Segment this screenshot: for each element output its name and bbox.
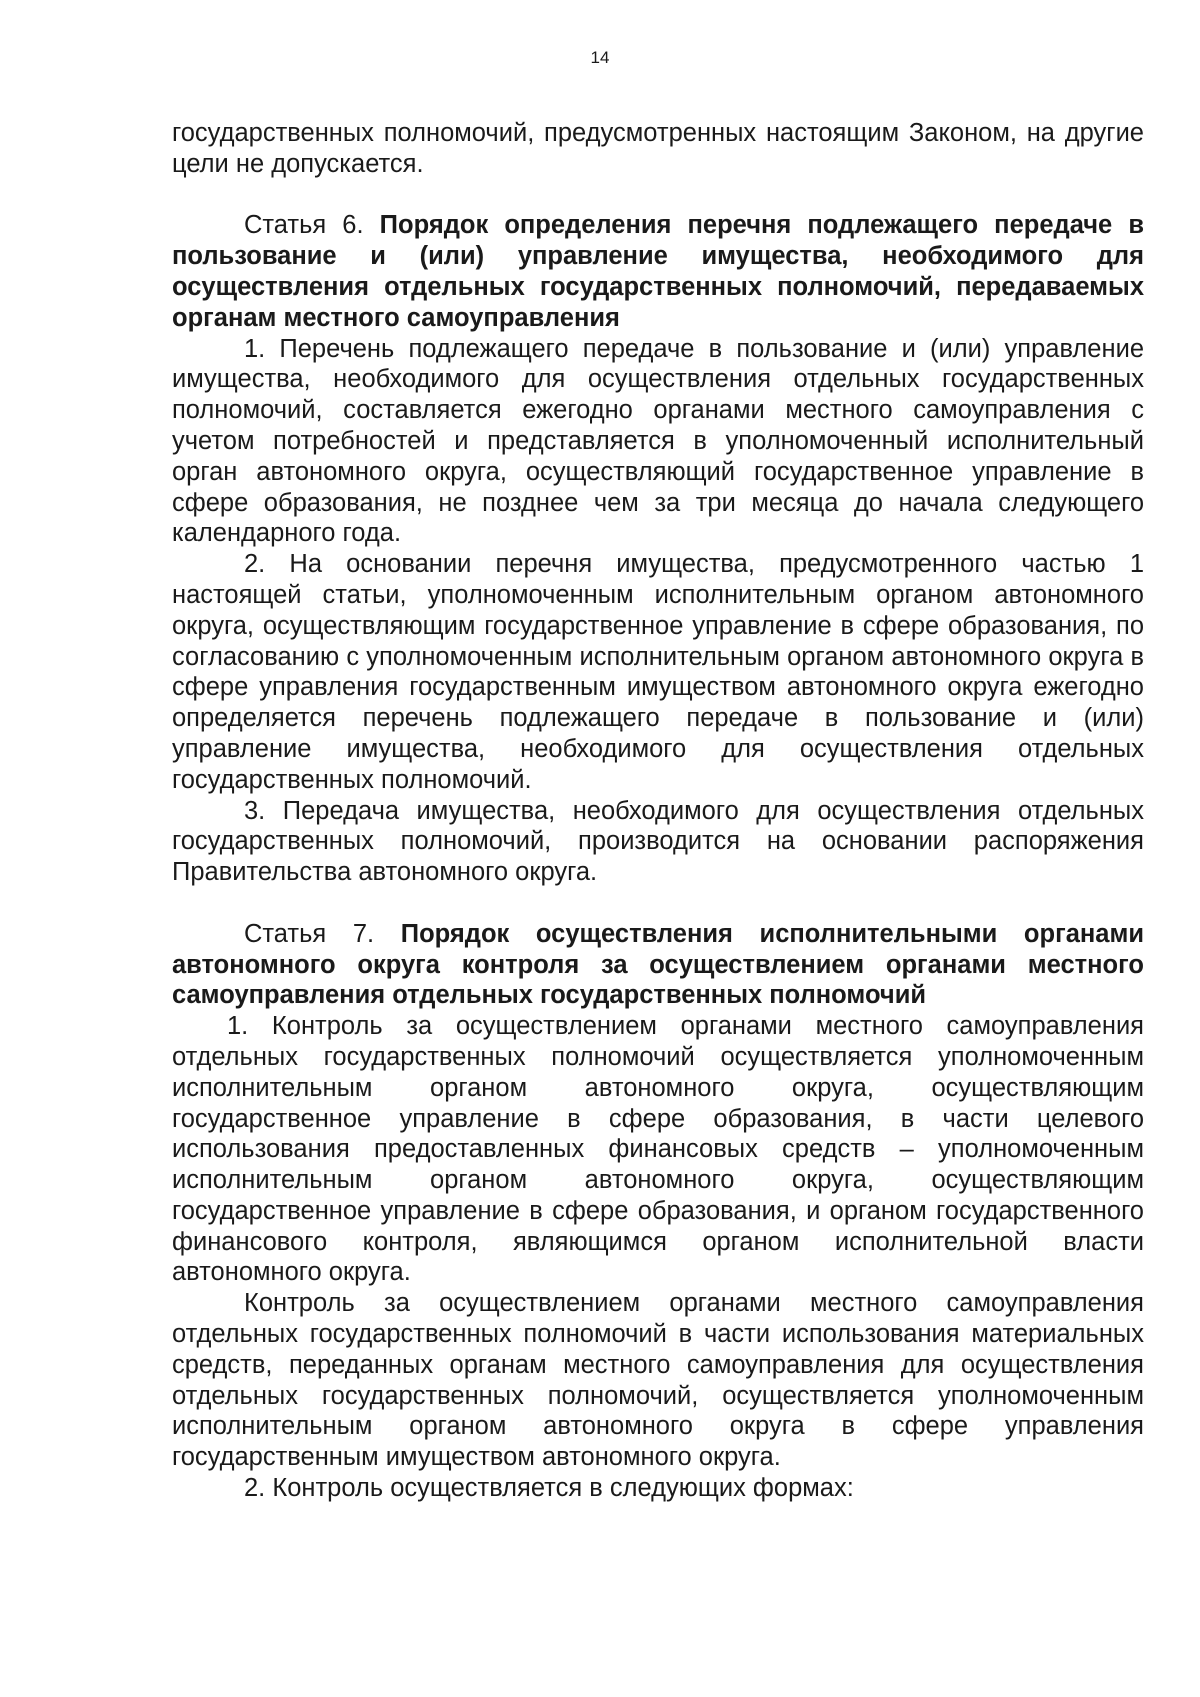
spacer xyxy=(172,180,1144,211)
article-7-title: Порядок осуществления исполнительными органами автономного округа контроля за осуществлением органами местного самоуправления отдельных государственных полномочий xyxy=(172,919,1144,1010)
article-7-heading xyxy=(172,919,1144,1011)
article-7-control-material: Контроль за осуществлением органами местного самоуправления отдельных государственных полномочий в части использования материальных средств, переданных органам местного самоуправления для осуществления отдельных государственных полномочий, осуществляется уполномоченным исполнительным органом автономного округа в сфере управления государственным имуществом автономного округа. xyxy=(172,1289,1144,1472)
continuation-paragraph: государственных полномочий, предусмотренных настоящим Законом, на другие цели не допускается. xyxy=(172,119,1144,178)
page-number: 14 xyxy=(590,48,610,67)
article-6-item-1: 1. Перечень подлежащего передаче в пользование и (или) управление имущества, необходимого для осуществления отдельных государственных полномочий, составляется ежегодно органами местного самоуправления с учетом потребностей и представляется в уполномоченный исполнительный орган автономного округа, осуществляющий государственное управление в сфере образования, не позднее чем за три месяца до начала следующего календарного года. xyxy=(172,334,1144,548)
article-6-heading xyxy=(172,210,1144,333)
article-7-item-1: 1. Контроль за осуществлением органами местного самоуправления отдельных государственных полномочий осуществляется уполномоченным исполнительным органом автономного округа, осуществляющим государственное управление в сфере образования, в части целевого использования предоставленных финансовых средств – уполномоченным исполнительным органом автономного округа, осуществляющим государственное управление в сфере образования, и органом государственного финансового контроля, являющимся органом исполнительной власти автономного округа. xyxy=(172,1012,1144,1287)
document-body xyxy=(172,118,1144,1504)
article-7-item-2: 2. Контроль осуществляется в следующих формах: xyxy=(244,1474,854,1503)
article-6-item-3: 3. Передача имущества, необходимого для осуществления отдельных государственных полномочий, производится на основании распоряжения Правительства автономного округа. xyxy=(172,796,1144,887)
article-6-title: Порядок определения перечня подлежащего передаче в пользование и (или) управление имущества, необходимого для осуществления отдельных государственных полномочий, передаваемых органам местного самоуправления xyxy=(172,211,1144,332)
spacer xyxy=(172,888,1144,919)
article-6-label: Статья 6. xyxy=(244,211,364,240)
article-6-item-2: 2. На основании перечня имущества, предусмотренного частью 1 настоящей статьи, уполномоченным исполнительным органом автономного округа, осуществляющим государственное управление в сфере образования, по согласованию с уполномоченным исполнительным органом автономного округа в сфере управления государственным имуществом автономного округа ежегодно определяется перечень подлежащего передаче в пользование и (или) управление имущества, необходимого для осуществления отдельных государственных полномочий. xyxy=(172,550,1144,794)
article-7-label: Статья 7. xyxy=(244,919,375,948)
